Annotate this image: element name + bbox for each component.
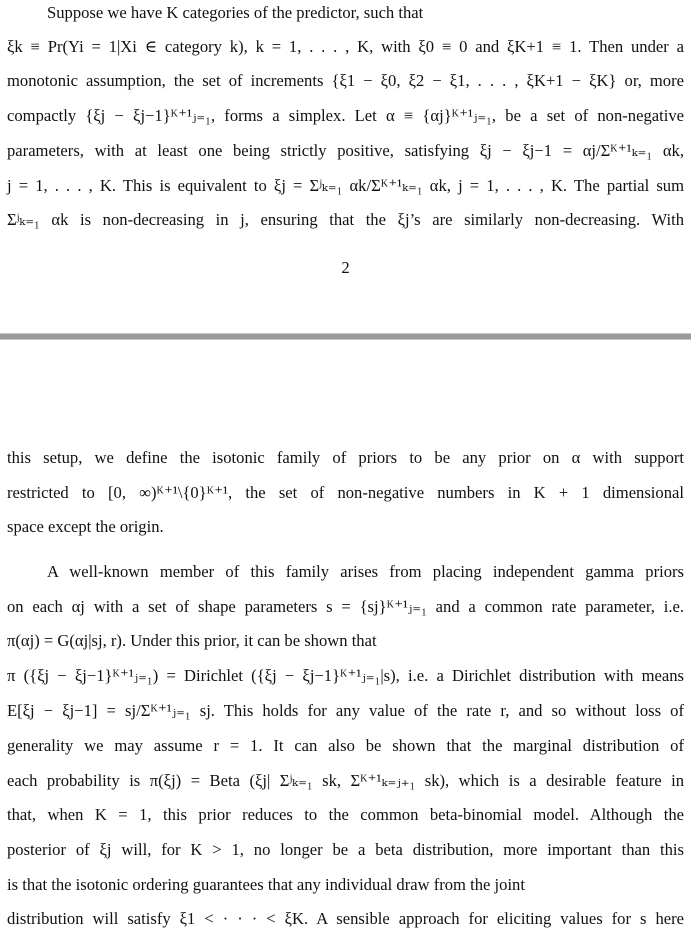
text-line: generality we may assume r = 1. It can also be shown that the marginal distribution of <box>7 736 684 755</box>
text-line: j = 1, . . . , K. This is equivalent to ξj = Σʲₖ₌₁ αk/Σᴷ⁺¹ₖ₌₁ αk, j = 1, . . . , K. The partial sum <box>7 176 684 195</box>
text-line: that, when K = 1, this prior reduces to the common beta-binomial model. Although the <box>7 805 684 824</box>
text-line: A well-known member of this family arises from placing independent gamma priors <box>47 562 684 581</box>
text-line: is that the isotonic ordering guarantees that any individual draw from the joint <box>7 875 525 894</box>
text-line: on each αj with a set of shape parameters s = {sj}ᴷ⁺¹ⱼ₌₁ and a common rate parameter, i.e. <box>7 597 684 616</box>
page-number: 2 <box>341 258 350 277</box>
text-line: Σʲₖ₌₁ αk is non-decreasing in j, ensuring that the ξj’s are similarly non-decreasing. With <box>7 210 684 229</box>
text-line: π(αj) = G(αj|sj, r). Under this prior, it can be shown that <box>7 631 377 650</box>
text-line: distribution will satisfy ξ1 < · · · < ξK. A sensible approach for eliciting values for s here <box>7 909 684 928</box>
text-line: this setup, we define the isotonic family of priors to be any prior on α with support <box>7 448 684 467</box>
text-line: space except the origin. <box>7 517 164 536</box>
text-line: parameters, with at least one being strictly positive, satisfying ξj − ξj−1 = αj/Σᴷ⁺¹ₖ₌₁ αk, <box>7 141 684 160</box>
text-line: posterior of ξj will, for K > 1, no longer be a beta distribution, more important than this <box>7 840 684 859</box>
text-line: Suppose we have K categories of the predictor, such that <box>47 3 424 22</box>
text-line: ξk ≡ Pr(Yi = 1|Xi ∈ category k), k = 1, . . . , K, with ξ0 ≡ 0 and ξK+1 ≡ 1. Then under a <box>7 37 684 56</box>
text-line: compactly {ξj − ξj−1}ᴷ⁺¹ⱼ₌₁, forms a simplex. Let α ≡ {αj}ᴷ⁺¹ⱼ₌₁, be a set of non-negative <box>7 106 684 125</box>
text-line: E[ξj − ξj−1] = sj/Σᴷ⁺¹ⱼ₌₁ sj. This holds for any value of the rate r, and so without loss of <box>7 701 684 720</box>
pdf-page-3 <box>0 340 691 931</box>
text-line: monotonic assumption, the set of increments {ξ1 − ξ0, ξ2 − ξ1, . . . , ξK+1 − ξK} or, more <box>7 71 684 90</box>
page-separator <box>0 333 691 340</box>
text-line: each probability is π(ξj) = Beta (ξj| Σʲₖ₌₁ sk, Σᴷ⁺¹ₖ₌ⱼ₊₁ sk), which is a desirable feature in <box>7 771 684 790</box>
pdf-page-2 <box>0 0 691 333</box>
text-line: restricted to [0, ∞)ᴷ⁺¹\{0}ᴷ⁺¹, the set of non-negative numbers in K + 1 dimensional <box>7 483 684 502</box>
text-line: π ({ξj − ξj−1}ᴷ⁺¹ⱼ₌₁) = Dirichlet ({ξj − ξj−1}ᴷ⁺¹ⱼ₌₁|s), i.e. a Dirichlet distribution with means <box>7 666 684 685</box>
